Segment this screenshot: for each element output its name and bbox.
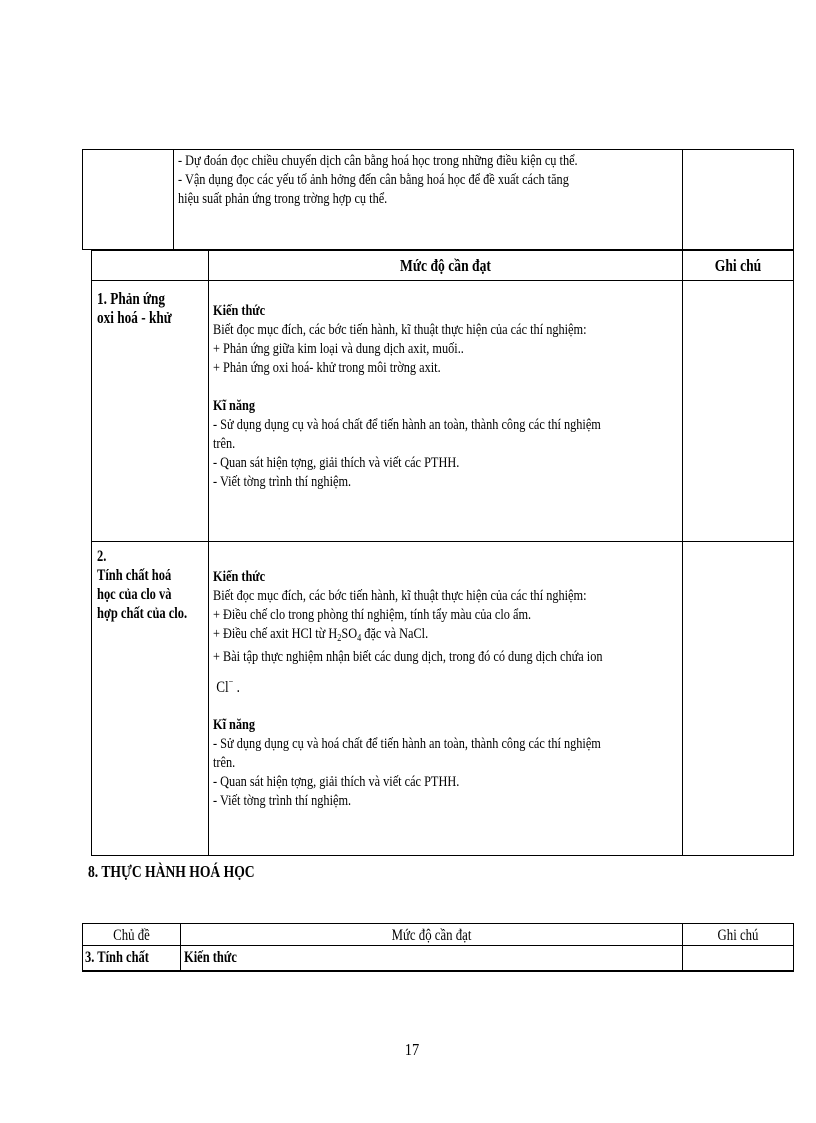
hcl-suffix: đặc và NaCl. xyxy=(361,625,429,642)
row2-note-cell xyxy=(683,541,794,855)
row2-topic-cell xyxy=(92,541,209,855)
bottom-header-topic: Chủ đề xyxy=(113,927,150,944)
bottom-header-topic-cell xyxy=(83,924,181,946)
row2-knowledge-line-3 xyxy=(213,625,598,648)
row1-skill-line-1: - Sử dụng dụng cụ và hoá chất để tiến hành an toàn, thành công các thí nghiệm xyxy=(213,416,601,433)
row2-knowledge-line-4: + Bài tập thực nghiệm nhận biết các dung dịch, trong đó có dung dịch chứa ion xyxy=(213,648,603,665)
row2-topic-line-3: học của clo và xyxy=(97,585,172,603)
row2-knowledge-line-2: + Điều chế clo trong phòng thí nghiệm, tính tẩy màu của clo ẩm. xyxy=(213,606,532,623)
row1-knowledge-line-3: + Phản ứng oxi hoá- khử trong môi trờng axit. xyxy=(213,359,441,376)
row1-topic-line-2: oxi hoá - khử xyxy=(97,307,172,327)
row2-skill-title: Kĩ năng xyxy=(213,716,256,733)
bottom-table xyxy=(82,923,794,972)
row2-knowledge-title: Kiến thức xyxy=(213,568,266,585)
top-table-text-cell xyxy=(174,150,683,250)
row2-topic-line-1: 2. xyxy=(97,547,107,565)
row2-topic-line-4: hợp chất của clo. xyxy=(97,604,188,622)
top-line-2: - Vận dụng đọc các yếu tố ảnh hởng đến cân bằng hoá học để đề xuất cách tăng xyxy=(178,172,569,188)
bottom-header-level: Mức độ cần đạt xyxy=(391,927,472,944)
top-table xyxy=(82,149,794,250)
bottom-row-topic-cell xyxy=(83,946,181,971)
main-header-note: Ghi chú xyxy=(714,255,762,275)
row1-knowledge-line-1: Biết đọc mục đích, các bớc tiến hành, kĩ thuật thực hiện của các thí nghiệm: xyxy=(213,321,587,338)
row1-skill-line-3: - Quan sát hiện tợng, giải thích và viết các PTHH. xyxy=(213,454,460,471)
main-header-topic xyxy=(92,250,209,280)
top-line-1: - Dự đoán đọc chiều chuyển dịch cân bằng hoá học trong những điều kiện cụ thể. xyxy=(178,153,578,169)
row2-topic-line-2: Tính chất hoá xyxy=(97,566,172,584)
main-header-level-cell xyxy=(209,250,683,280)
row2-content-cell xyxy=(209,541,683,855)
row2-skill-line-1: - Sử dụng dụng cụ và hoá chất để tiến hành an toàn, thành công các thí nghiệm xyxy=(213,735,601,752)
row1-note-cell xyxy=(683,280,794,541)
bottom-header-note-cell xyxy=(683,924,794,946)
row2-knowledge-line-1: Biết đọc mục đích, các bớc tiến hành, kĩ thuật thực hiện của các thí nghiệm: xyxy=(213,587,587,604)
section-heading: 8. THỰC HÀNH HOÁ HỌC xyxy=(88,862,255,881)
main-header-note-cell xyxy=(683,250,794,280)
top-table-empty-cell xyxy=(83,150,174,250)
hcl-mid: SO xyxy=(341,625,358,642)
row1-skill-line-4: - Viết tờng trình thí nghiệm. xyxy=(213,473,352,490)
ion-tail: . xyxy=(233,678,240,696)
row2-skill-line-4: - Viết tờng trình thí nghiệm. xyxy=(213,792,352,809)
top-line-3: hiệu suất phản ứng trong trờng hợp cụ thể. xyxy=(178,191,388,207)
ion-text: Cl xyxy=(216,678,229,696)
row1-skill-line-2: trên. xyxy=(213,435,236,452)
row2-skill-line-3: - Quan sát hiện tợng, giải thích và viết các PTHH. xyxy=(213,773,460,790)
row1-topic-line-1: 1. Phản ứng xyxy=(97,288,166,308)
hcl-sub-1: 2 xyxy=(337,632,342,644)
bottom-row-topic: 3. Tính chất xyxy=(85,949,149,966)
page-number: 17 xyxy=(404,1040,420,1059)
hcl-prefix: + Điều chế axit HCl từ H xyxy=(213,625,338,642)
row1-knowledge-line-2: + Phản ứng giữa kim loại và dung dịch axit, muối.. xyxy=(213,340,464,357)
ion-sup: − xyxy=(228,676,234,688)
hcl-sub-2: 4 xyxy=(357,632,362,644)
top-table-note-cell xyxy=(683,150,794,250)
row2-ion-line xyxy=(213,667,598,697)
row1-skill-title: Kĩ năng xyxy=(213,397,256,414)
main-table xyxy=(91,249,794,856)
row2-skill-line-2: trên. xyxy=(213,754,236,771)
bottom-header-note: Ghi chú xyxy=(717,927,759,944)
row1-knowledge-title: Kiến thức xyxy=(213,302,266,319)
bottom-header-level-cell xyxy=(181,924,683,946)
row1-topic-cell xyxy=(92,280,209,541)
bottom-row-content-cell xyxy=(181,946,683,971)
bottom-row-knowledge: Kiến thức xyxy=(184,949,237,966)
bottom-row-note-cell xyxy=(683,946,794,971)
row1-content-cell xyxy=(209,280,683,541)
main-header-level: Mức độ cần đạt xyxy=(400,255,491,275)
